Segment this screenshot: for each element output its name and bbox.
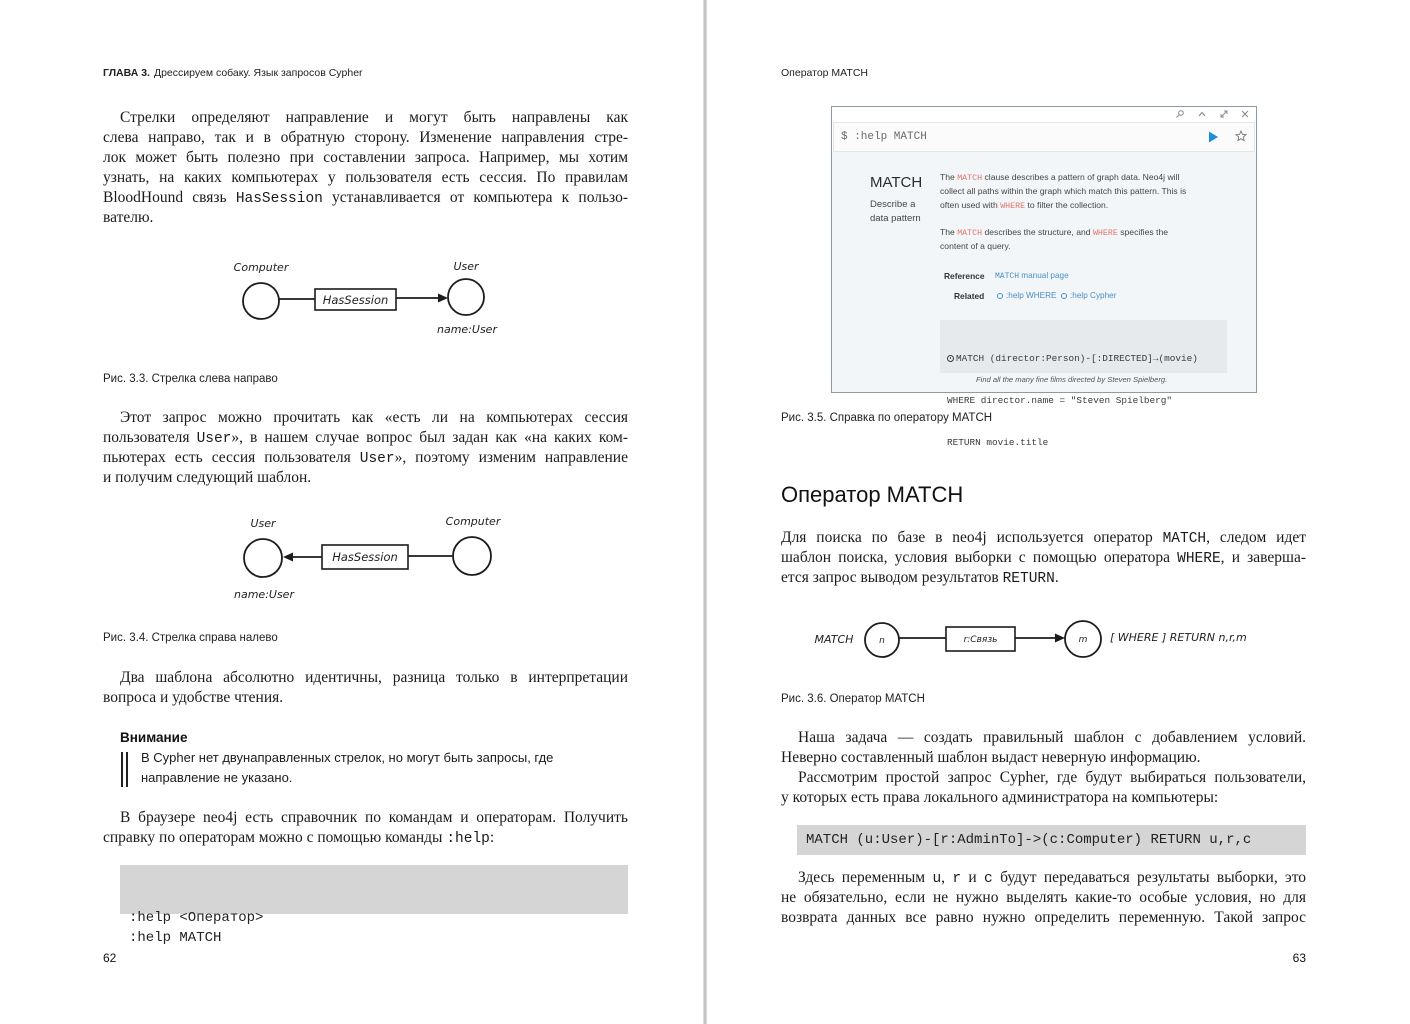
related-link-where xyxy=(997,290,1057,302)
reference-link xyxy=(995,270,1069,283)
match-keyword-label: MATCH xyxy=(814,633,854,646)
inline-code: RETURN xyxy=(1002,571,1055,587)
text-line: Этот запрос можно прочитать как «есть ли на компьютерах сессия xyxy=(120,409,628,426)
text-run: , и заверша- xyxy=(1220,549,1306,566)
related-link-text: :help WHERE xyxy=(1006,291,1057,300)
text-line: и получим следующий шаблон. xyxy=(103,469,312,486)
keyword: WHERE xyxy=(1092,229,1118,238)
text-line xyxy=(103,428,628,448)
source-node xyxy=(243,283,279,319)
code-line: :help MATCH xyxy=(129,930,222,946)
inline-code: :help xyxy=(446,831,490,847)
chapter-title: Дрессируем собаку. Язык запросов Cypher xyxy=(153,67,363,79)
related-link-cypher xyxy=(1061,290,1116,302)
text-run: BloodHound связь xyxy=(103,189,236,206)
note-line: направление не указано. xyxy=(141,770,293,785)
text-run: шаблон поиска, условия выборки с помощью оператора xyxy=(781,549,1178,566)
relation-label: r:Связь xyxy=(963,635,998,645)
text-line: Два шаблона абсолютно идентичны, разница только в интерпретации xyxy=(120,669,628,686)
inline-code: u xyxy=(932,871,942,887)
chevron-up-icon xyxy=(1197,109,1207,119)
help-subtitle xyxy=(870,198,921,226)
text-run: », в нашем случае вопрос был задан как «на каких ком- xyxy=(231,429,628,446)
code-block-admin-query: MATCH (u:User)-[r:AdminTo]->(c:Computer) RETURN u,r,c xyxy=(797,825,1306,855)
paragraph-query-reading xyxy=(103,408,628,488)
paragraph-task xyxy=(781,728,1306,768)
text-line: слева направо, так и в обратную сторону. Изменение направления стре- xyxy=(103,129,628,146)
code-text: MATCH (director:Person)-[:DIRECTED]→(movie) xyxy=(956,353,1198,364)
text-run: . xyxy=(1054,569,1059,586)
help-description-2 xyxy=(940,225,1168,253)
note-title: Внимание xyxy=(120,730,188,745)
page-number-right: 63 xyxy=(1292,951,1306,965)
paragraph-variables xyxy=(781,868,1306,928)
desc-line xyxy=(940,184,1186,198)
text-line: Наша задача — создать правильный шаблон с добавлением условий. xyxy=(798,729,1306,746)
example-code-line: WHERE director.name = "Steven Spielberg" xyxy=(947,395,1173,406)
text-line xyxy=(103,828,628,848)
text-line xyxy=(781,868,1306,888)
text-run: , xyxy=(941,869,953,886)
arrowhead-left-icon xyxy=(283,553,293,562)
source-node-label: User xyxy=(250,517,276,530)
help-circle-icon xyxy=(1061,293,1067,299)
help-description-1 xyxy=(940,170,1186,212)
text-run: Здесь переменным xyxy=(798,869,933,886)
inline-code: c xyxy=(984,871,993,887)
paragraph-simple-query xyxy=(781,768,1306,808)
text-run: пьютерах есть сессия пользователя xyxy=(103,449,360,466)
play-icon xyxy=(1207,130,1219,144)
pin-icon xyxy=(1175,109,1185,119)
inline-code: HasSession xyxy=(235,191,323,207)
text-line: Неверно составленный шаблон выдаст неверную информацию. xyxy=(781,749,1201,766)
text-run: content of a query. xyxy=(940,241,1011,251)
text-line: лок может быть полезно при составлении запроса. Например, мы хотим xyxy=(103,149,628,166)
code-line: :help <Оператор> xyxy=(129,910,264,926)
text-line xyxy=(103,448,628,468)
target-node xyxy=(448,279,484,315)
relation-label: HasSession xyxy=(322,293,389,307)
book-gutter xyxy=(703,0,707,1024)
text-run: manual page xyxy=(1019,271,1069,280)
inline-code: MATCH xyxy=(1162,531,1207,547)
paragraph-arrow-direction xyxy=(103,108,628,228)
text-run: The xyxy=(940,172,958,182)
note-line: В Cypher нет двунаправленных стрелок, но могут быть запросы, где xyxy=(141,750,554,765)
close-icon xyxy=(1240,109,1250,119)
figure-3-4-caption: Рис. 3.4. Стрелка справа налево xyxy=(103,632,278,644)
keyword: MATCH xyxy=(957,229,983,238)
target-node-label: Computer xyxy=(445,515,501,528)
example-code-line xyxy=(947,352,1227,366)
text-run: : xyxy=(489,829,495,846)
text-run: The xyxy=(940,227,958,237)
text-run: справку по операторам можно с помощью команды xyxy=(103,829,447,846)
example-caption: Find all the many fine films directed by Steven Spielberg. xyxy=(976,375,1168,384)
help-subtitle-line: Describe a xyxy=(870,199,916,210)
star-icon xyxy=(1235,130,1247,142)
run-example-icon xyxy=(947,355,954,362)
target-node-label: User xyxy=(453,260,479,273)
figure-3-3-caption: Рис. 3.3. Стрелка слева направо xyxy=(103,373,278,385)
source-node-property: name:User xyxy=(234,588,294,601)
relation-label: HasSession xyxy=(332,550,398,564)
text-run: specifies the xyxy=(1117,227,1169,237)
section-heading: Оператор MATCH xyxy=(781,482,964,507)
figure-3-6-caption: Рис. 3.6. Оператор MATCH xyxy=(781,693,925,705)
running-head-left xyxy=(103,66,363,80)
running-head-right: Оператор MATCH xyxy=(781,67,868,79)
target-node-property: name:User xyxy=(437,323,497,336)
text-line: возврата данных все равно нужно определить переменную. Такой запрос xyxy=(781,909,1306,926)
text-line: вопроса и удобстве чтения. xyxy=(103,689,284,706)
figure-3-6-diagram xyxy=(800,615,1290,665)
figure-3-4-diagram xyxy=(220,505,520,605)
paragraph-templates-identical xyxy=(103,668,628,708)
text-line: Стрелки определяют направление и могут быть направлены как xyxy=(120,109,628,126)
text-line xyxy=(781,528,1306,548)
note-body xyxy=(141,748,553,788)
desc-line xyxy=(940,239,1168,253)
text-line xyxy=(781,548,1306,568)
help-circle-icon xyxy=(997,293,1003,299)
inline-code: r xyxy=(952,871,962,887)
source-node-label: Computer xyxy=(233,261,289,274)
where-return-label: [ WHERE ] RETURN n,r,m xyxy=(1110,631,1247,644)
desc-line xyxy=(940,198,1186,212)
text-run: устанавливается от компьютера к пользо- xyxy=(322,189,628,206)
figure-3-5-caption: Рис. 3.5. Справка по оператору MATCH xyxy=(781,412,993,424)
text-line: не обязательно, если не нужно выделять какие-то особые условия, но для xyxy=(781,889,1306,906)
page-number-left: 62 xyxy=(103,951,117,965)
text-run: to filter the collection. xyxy=(1025,200,1109,210)
arrowhead-right-icon xyxy=(1055,634,1065,643)
keyword: MATCH xyxy=(957,174,983,183)
code-block-help xyxy=(120,865,628,946)
help-subtitle-line: data pattern xyxy=(870,213,921,224)
inline-code: WHERE xyxy=(1177,551,1221,567)
text-line: В браузере neo4j есть справочник по командам и операторам. Получить xyxy=(120,809,628,826)
text-run: ется запрос выводом результатов xyxy=(781,569,1003,586)
text-line: у которых есть права локального администратора на компьютеры: xyxy=(781,789,1219,806)
keyword: WHERE xyxy=(1000,202,1026,211)
figure-3-3-diagram xyxy=(220,250,520,345)
arrowhead-right-icon xyxy=(438,294,448,303)
text-run: и xyxy=(961,869,985,886)
text-line: узнать, на каких компьютерах у пользователя есть сессия. По правилам xyxy=(103,169,628,186)
desc-line xyxy=(940,170,1186,184)
paragraph-neo4j-help xyxy=(103,808,628,848)
node-m-label: m xyxy=(1078,635,1088,645)
desc-line xyxy=(940,225,1168,239)
text-line: Рассмотрим простой запрос Cypher, где будут выбираться пользователи, xyxy=(798,769,1306,786)
example-code-line: RETURN movie.title xyxy=(947,437,1049,448)
help-title: MATCH xyxy=(870,174,923,191)
text-run: clause describes a pattern of graph data. Neo4j will xyxy=(982,172,1180,182)
source-node xyxy=(244,539,282,577)
paragraph-match-operator xyxy=(781,528,1306,588)
inline-code: User xyxy=(196,431,232,447)
text-line: вателю. xyxy=(103,209,154,226)
related-link-text: :help Cypher xyxy=(1070,291,1117,300)
text-run: будут передаваться результаты выборки, это xyxy=(992,869,1307,886)
text-run: often used with xyxy=(940,200,1001,210)
text-run: пользователя xyxy=(103,429,197,446)
node-n-label: n xyxy=(879,636,885,646)
note-bar xyxy=(126,752,128,787)
keyword: MATCH xyxy=(995,272,1020,281)
text-line xyxy=(781,568,1306,588)
reference-label: Reference xyxy=(944,271,985,281)
text-run: describes the structure, and xyxy=(982,227,1093,237)
expand-icon xyxy=(1219,109,1229,119)
chapter-number: ГЛАВА 3. xyxy=(103,67,150,79)
inline-code: User xyxy=(359,451,395,467)
command-text: $ :help MATCH xyxy=(841,131,927,143)
text-line xyxy=(103,188,628,208)
note-bar xyxy=(121,752,123,787)
text-run: collect all paths within the graph which match this pattern. This is xyxy=(940,186,1187,196)
command-editor xyxy=(833,122,1255,152)
target-node xyxy=(453,537,491,575)
text-run: , следом идет xyxy=(1206,529,1306,546)
text-run: Для поиска по базе в neo4j используется оператор xyxy=(781,529,1163,546)
text-run: », поэтому изменим направление xyxy=(394,449,628,466)
related-label: Related xyxy=(954,291,985,301)
